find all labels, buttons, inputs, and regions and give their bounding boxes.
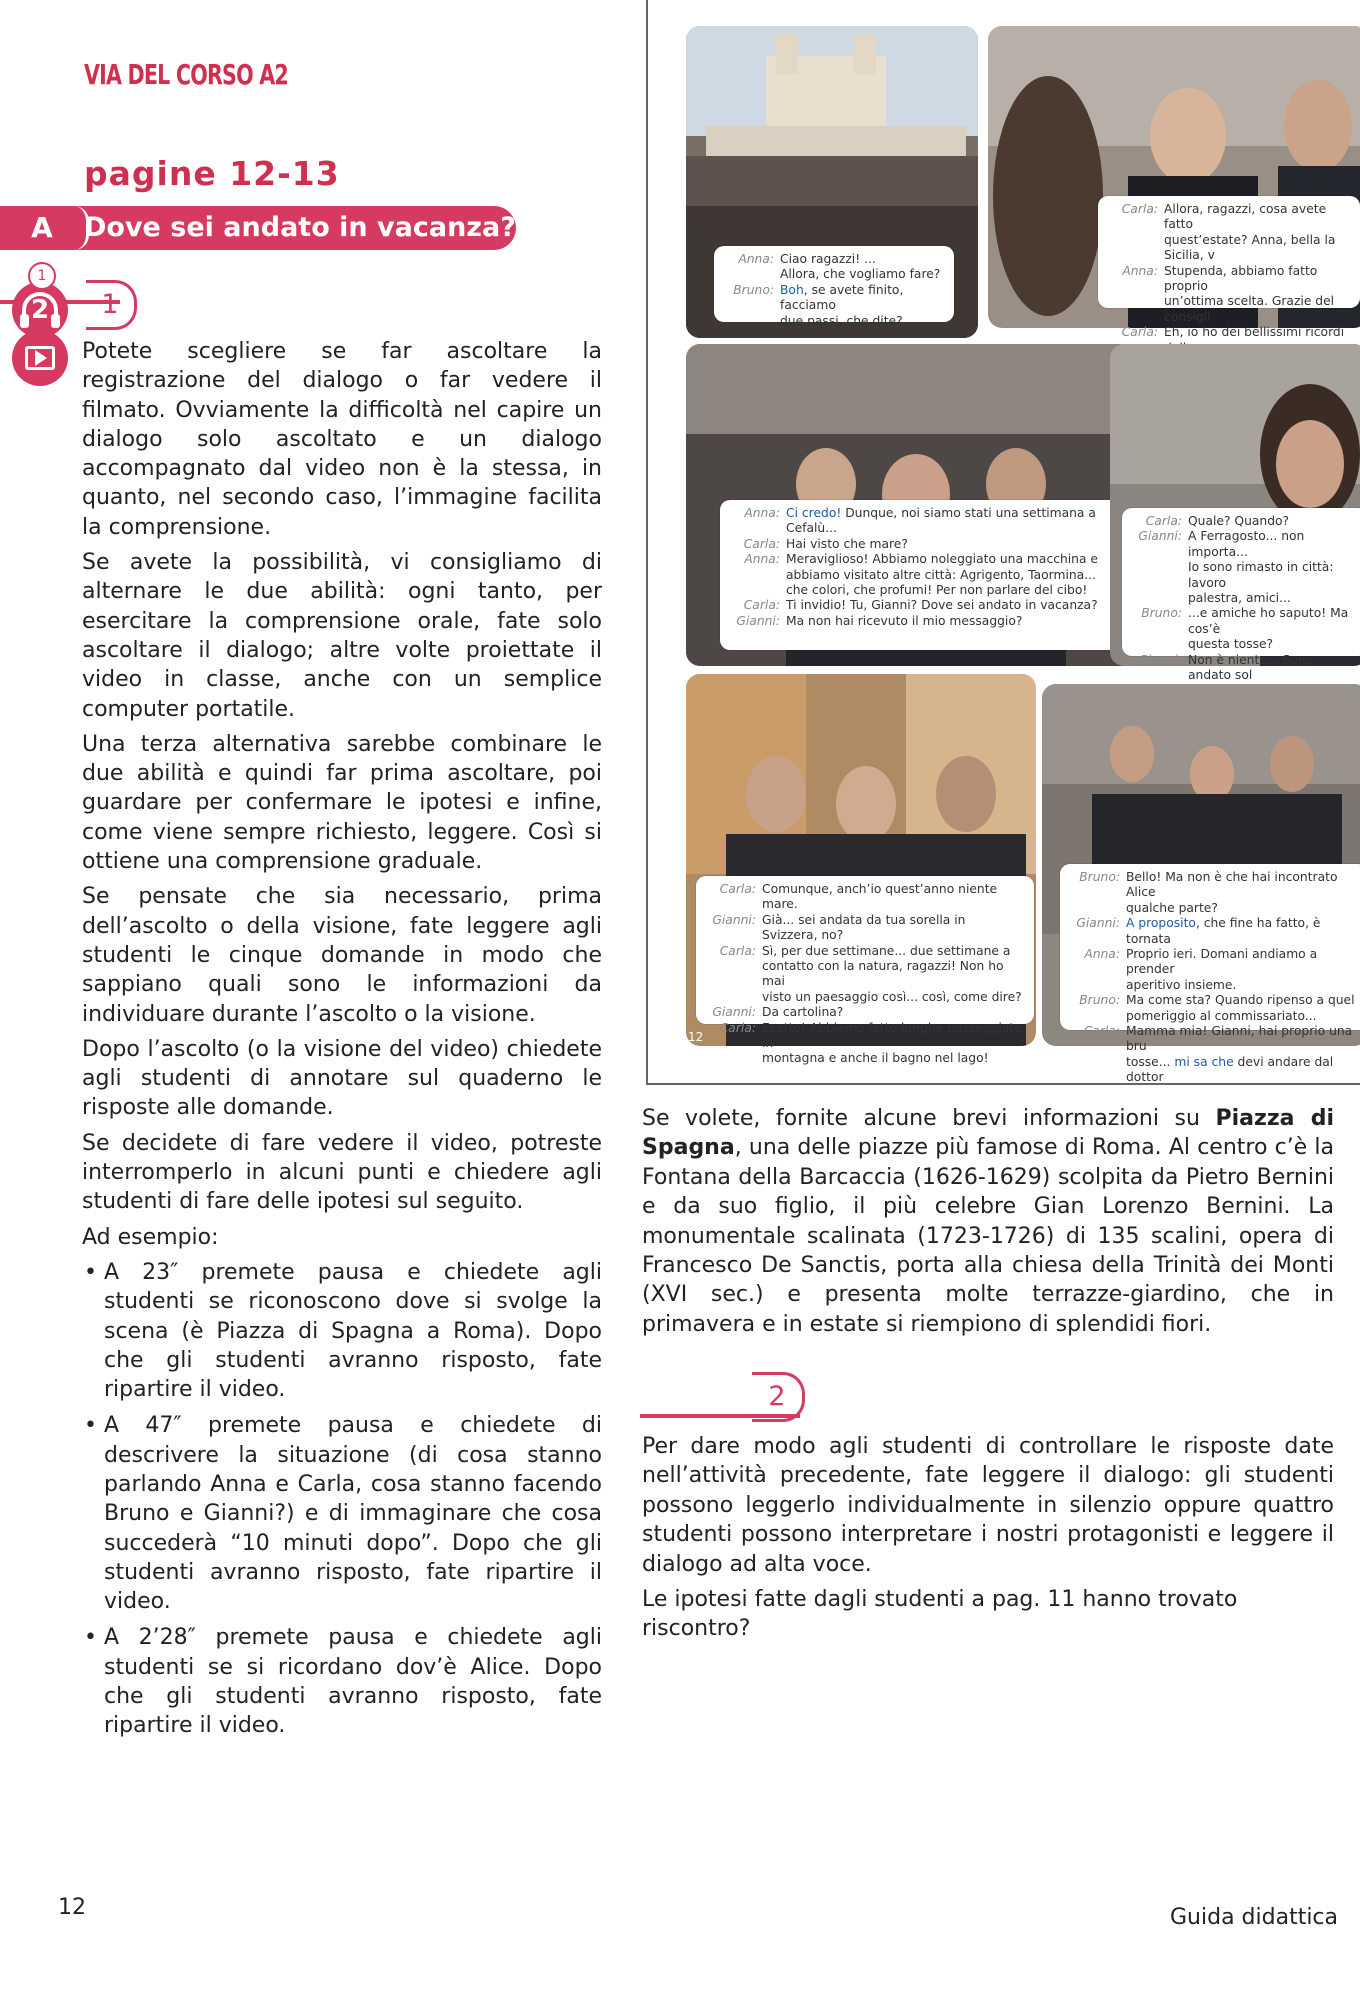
dialogue-line xyxy=(706,913,1024,944)
dialogue-line xyxy=(1070,1024,1358,1055)
speech-bubble xyxy=(1098,196,1360,340)
speaker: Bruno: xyxy=(1141,606,1182,621)
line-text: Boh, se avete finito, facciamo xyxy=(780,282,904,313)
line-text: palestra, amici... xyxy=(1188,591,1291,606)
dialogue-line xyxy=(1132,529,1358,560)
dialogue-line xyxy=(1070,947,1358,978)
speaker: Anna: xyxy=(744,506,780,520)
speaker: Gianni: xyxy=(712,912,756,927)
line-text: due passi, che dite? xyxy=(780,313,903,328)
brand-logo: VIA DEL CORSO A2 xyxy=(84,58,288,91)
dialogue-line xyxy=(1070,901,1358,916)
audio-number: 2 xyxy=(30,295,50,325)
piazza-info xyxy=(642,1104,1334,1339)
line-text: Mamma mia! Gianni, hai proprio una bru xyxy=(1126,1024,1353,1054)
speech-bubble xyxy=(1122,508,1360,683)
speaker xyxy=(1070,1055,1126,1086)
speaker: Carla: xyxy=(1121,202,1158,216)
speech-bubble xyxy=(1060,864,1360,1085)
dialogue-line xyxy=(706,1021,1024,1052)
activity-2-text xyxy=(642,1432,1334,1650)
example-list xyxy=(82,1258,602,1741)
dialogue-line xyxy=(730,506,1124,521)
speaker: Carla: xyxy=(1121,325,1158,340)
dialogue-line xyxy=(730,568,1124,583)
dialogue-line xyxy=(1070,993,1358,1008)
paragraph: Se decidete di fare vedere il video, potreste interromperlo in alcuni punti e chiedere agli studenti di fare delle ipotesi sul seguito. xyxy=(82,1130,602,1215)
activity-1-badge: 1 xyxy=(86,280,137,330)
bold-term: Piazza di Spagna xyxy=(642,1106,1334,1161)
section-letter: A xyxy=(31,211,53,244)
dialogue-line xyxy=(1132,606,1358,637)
speaker xyxy=(1070,1009,1126,1024)
line-text: Non è niente... Sono andato sol xyxy=(1188,652,1314,683)
speaker xyxy=(1108,294,1164,325)
line-text: A Ferragosto... non importa... xyxy=(1188,529,1305,559)
speaker xyxy=(1070,901,1126,916)
speaker xyxy=(1132,560,1188,591)
dialogue-line xyxy=(724,252,944,267)
activity-2-badge: 2 xyxy=(752,1372,805,1422)
pages-title: pagine 12-13 xyxy=(84,154,340,193)
dialogue-line xyxy=(1132,591,1358,606)
line-text: tosse... mi sa che devi andare dal dottor xyxy=(1126,1054,1334,1085)
dialogue-line xyxy=(730,614,1124,629)
line-text: Esatto! Abbiamo fatto lunghe passeggiate in xyxy=(762,1020,1022,1051)
dialogue-line xyxy=(1070,1055,1358,1086)
dialogue-line xyxy=(1108,294,1350,325)
dialogue-line xyxy=(724,267,944,282)
speaker: Carla: xyxy=(743,598,780,613)
speaker: Gianni: xyxy=(1076,916,1120,931)
speaker xyxy=(1132,591,1188,606)
speaker: Carla: xyxy=(719,1020,756,1035)
line-text: Comunque, anch’io quest’anno niente mare. xyxy=(762,882,998,912)
line-text: A proposito, che fine ha fatto, è tornata xyxy=(1126,916,1321,946)
left-column xyxy=(82,337,602,1748)
speaker xyxy=(730,521,786,536)
line-text: Stupenda, abbiamo fatto proprio xyxy=(1164,263,1318,294)
speaker: Anna: xyxy=(744,552,780,567)
line-text: Sì, per due settimane... due settimane a xyxy=(762,943,1011,958)
line-text: visto un paesaggio così... così, come dire? xyxy=(762,989,1022,1004)
speaker xyxy=(730,583,786,598)
line-text: Meraviglioso! Abbiamo noleggiato una macchina e xyxy=(786,552,1098,567)
comic-page-number: 12 xyxy=(688,1030,704,1044)
line-text: ...e amiche ho saputo! Ma cos’è xyxy=(1188,606,1349,636)
dialogue-line xyxy=(1070,916,1358,947)
line-text: montagna e anche il bagno nel lago! xyxy=(762,1051,989,1066)
dialogue-line xyxy=(730,583,1124,598)
speaker: Carla: xyxy=(1083,1024,1120,1039)
dialogue-line xyxy=(730,552,1124,567)
dialogue-line xyxy=(1070,870,1358,901)
speaker: Gianni: xyxy=(1138,529,1182,544)
line-text: Io sono rimasto in città: lavoro xyxy=(1188,560,1334,590)
speaker xyxy=(1108,233,1164,264)
paragraph: Una terza alternativa sarebbe combinare le due abilità e quindi far prima ascoltare, poi guardare per confermare le ipotesi e infine, come viene sempre richiesto, leggere. Così si ottiene una comprensione graduale. xyxy=(82,731,602,875)
dialogue-line xyxy=(730,598,1124,613)
speaker xyxy=(724,267,780,282)
line-text: Hai visto che mare? xyxy=(786,536,908,551)
speaker: Anna: xyxy=(738,252,774,266)
dialogue-line xyxy=(1132,653,1358,684)
dialogue-line xyxy=(706,959,1024,990)
dialogue-line xyxy=(730,521,1124,536)
dialogue-line xyxy=(706,882,1024,913)
dialogue-line xyxy=(1070,1009,1358,1024)
dialogue-line xyxy=(1070,978,1358,993)
speaker: Anna: xyxy=(1122,263,1158,278)
dialogue-line xyxy=(1132,514,1358,529)
line-text: aperitivo insieme. xyxy=(1126,977,1237,992)
line-text: quest’estate? Anna, bella la Sicilia, v xyxy=(1164,232,1336,263)
dialogue-line xyxy=(1108,264,1350,295)
paragraph: Per dare modo agli studenti di controllare le risposte date nell’attività precedente, fate leggere il dialogo: gli studenti possono leggerlo individualmente in silenzio oppure quattro studenti possono interpretare i nostri protagonisti e leggere il dialogo ad alta voce. xyxy=(642,1434,1334,1577)
list-item: • A 47″ premete pausa e chiedete di descrivere la situazione (di cosa stanno parlando Anna e Carla, cosa stanno facendo Bruno e Gianni?) e di immaginare che cosa succederà “10 minuti dopo”. Dopo che gli studenti avranno risposto, fate ripartire il video. xyxy=(104,1411,602,1616)
speaker xyxy=(706,959,762,990)
dialogue-line xyxy=(1132,637,1358,652)
line-text: Cefalù... xyxy=(786,521,837,536)
line-text: Da cartolina? xyxy=(762,1005,844,1020)
speaker xyxy=(1132,637,1188,652)
dialogue-line xyxy=(724,314,944,329)
photo-panel xyxy=(646,0,1360,1085)
speaker: Gianni: xyxy=(712,1005,756,1020)
dialogue-line xyxy=(1108,233,1350,264)
line-text: contatto con la natura, ragazzi! Non ho mai xyxy=(762,959,1004,989)
line-text: Allora, ragazzi, cosa avete fatto xyxy=(1164,202,1327,232)
paragraph: Potete scegliere se far ascoltare la registrazione del dialogo o far vedere il filmato. Ovviamente la difficoltà nel capire un dialogo solo ascoltato e un dialogo accompagnato dal video non è la stessa, in quanto, nel secondo caso, l’immagine facilita la comprensione. xyxy=(82,339,602,540)
speaker xyxy=(706,1051,762,1066)
paragraph: Ad esempio: xyxy=(82,1224,219,1250)
dialogue-line xyxy=(730,537,1124,552)
line-text: Ti invidio! Tu, Gianni? Dove sei andato in vacanza? xyxy=(786,598,1098,613)
speaker xyxy=(1070,978,1126,993)
dialogue-line xyxy=(706,944,1024,959)
footer-label: Guida didattica xyxy=(1170,1905,1339,1930)
dialogue-line xyxy=(706,990,1024,1005)
speaker: Gianni: xyxy=(1138,652,1182,667)
speaker xyxy=(730,568,786,583)
section-title: Dove sei andato in vacanza? xyxy=(84,212,516,243)
paragraph: Se volete, fornite alcune brevi informazioni su Piazza di Spagna, una delle piazze più famose di Roma. Al centro c’è la Fontana della Barcaccia (1626-1629) scolpita da Pietro Bernini e da suo figlio, il più celebre Gian Lorenzo Bernini. La monumentale scalinata (1723-1726) di 135 scalini, opera di Francesco De Sanctis, porta alla chiesa della Trinità dei Monti (XVI sec.) e presenta molte terrazze-giardino, che in primavera e in estate si riempiono di splendidi fiori. xyxy=(642,1106,1334,1337)
line-text: Ci credo! Dunque, noi siamo stati una settimana a xyxy=(786,506,1096,520)
line-text: pomeriggio al commissariato... xyxy=(1126,1008,1317,1023)
line-text: Ciao ragazzi! ... xyxy=(780,252,876,266)
line-text: abbiamo visitato altre città: Agrigento, Taormina... xyxy=(786,567,1096,582)
paragraph: Le ipotesi fatte dagli studenti a pag. 11 hanno trovato riscontro? xyxy=(642,1587,1238,1642)
dialogue-line xyxy=(1132,560,1358,591)
paragraph: Dopo l’ascolto (o la visione del video) chiedete agli studenti di annotare sul quaderno le risposte alle domande. xyxy=(82,1036,602,1121)
speaker: Bruno: xyxy=(1079,870,1120,884)
line-text: Quale? Quando? xyxy=(1188,514,1290,528)
line-text: Allora, che vogliamo fare? xyxy=(780,267,941,282)
dialogue-line xyxy=(1108,202,1350,233)
line-text: questa tosse? xyxy=(1188,637,1274,652)
speaker: Bruno: xyxy=(1079,993,1120,1008)
speaker: Carla: xyxy=(743,536,780,551)
line-text: un’ottima scelta. Grazie del consigli xyxy=(1164,294,1335,324)
speech-bubble xyxy=(714,246,954,328)
dialogue-line xyxy=(724,283,944,314)
speaker: Bruno: xyxy=(733,282,774,297)
paragraph: Se pensate che sia necessario, prima dell’ascolto o della visione, fate leggere agli studenti le cinque domande in modo che sappiano quali sono le informazioni da individuare durante l’ascolto o la visione. xyxy=(82,884,602,1027)
speaker: Carla: xyxy=(719,943,756,958)
dialogue-line xyxy=(706,1051,1024,1066)
paragraph: Se avete la possibilità, vi consigliamo di alternare le due abilità: ogni tanto, per esercitare la comprensione orale, fate solo ascoltare il dialogo; altre volte proiettate il video in classe, anche con un semplice computer portatile. xyxy=(82,550,602,722)
video-icon xyxy=(12,330,68,386)
speaker: Anna: xyxy=(1084,947,1120,962)
page-number: 12 xyxy=(58,1895,86,1920)
line-text: qualche parte? xyxy=(1126,900,1218,915)
speaker: Carla: xyxy=(719,882,756,896)
line-text: Eh, io ho dei bellissimi ricordi xyxy=(1164,325,1345,340)
line-text: Bello! Ma non è che hai incontrato Alice xyxy=(1126,870,1338,900)
list-item: • A 23″ premete pausa e chiedete agli studenti se riconoscono dove si svolge la scena (è Piazza di Spagna a Roma). Dopo che gli studenti avranno risposto, fate ripartire il video. xyxy=(104,1258,602,1404)
line-text: che colori, che profumi! Per non parlare del cibo! xyxy=(786,583,1088,598)
line-text: Già... sei andata da tua sorella in Svizzera, no? xyxy=(762,912,966,943)
track-number: 1 xyxy=(28,262,56,290)
speaker xyxy=(724,314,780,329)
speaker xyxy=(706,990,762,1005)
list-item: • A 2’28″ premete pausa e chiedete agli studenti se si ricordano dov’è Alice. Dopo che gli studenti avranno risposto, fate ripartire il video. xyxy=(104,1623,602,1740)
line-text: Proprio ieri. Domani andiamo a prender xyxy=(1126,947,1318,977)
speech-bubble xyxy=(720,500,1134,650)
speaker: Gianni: xyxy=(736,613,780,628)
speaker: Carla: xyxy=(1145,514,1182,528)
line-text: Ma non hai ricevuto il mio messaggio? xyxy=(786,613,1023,628)
line-text: Ma come sta? Quando ripenso a quel xyxy=(1126,993,1355,1008)
dialogue-line xyxy=(706,1005,1024,1020)
